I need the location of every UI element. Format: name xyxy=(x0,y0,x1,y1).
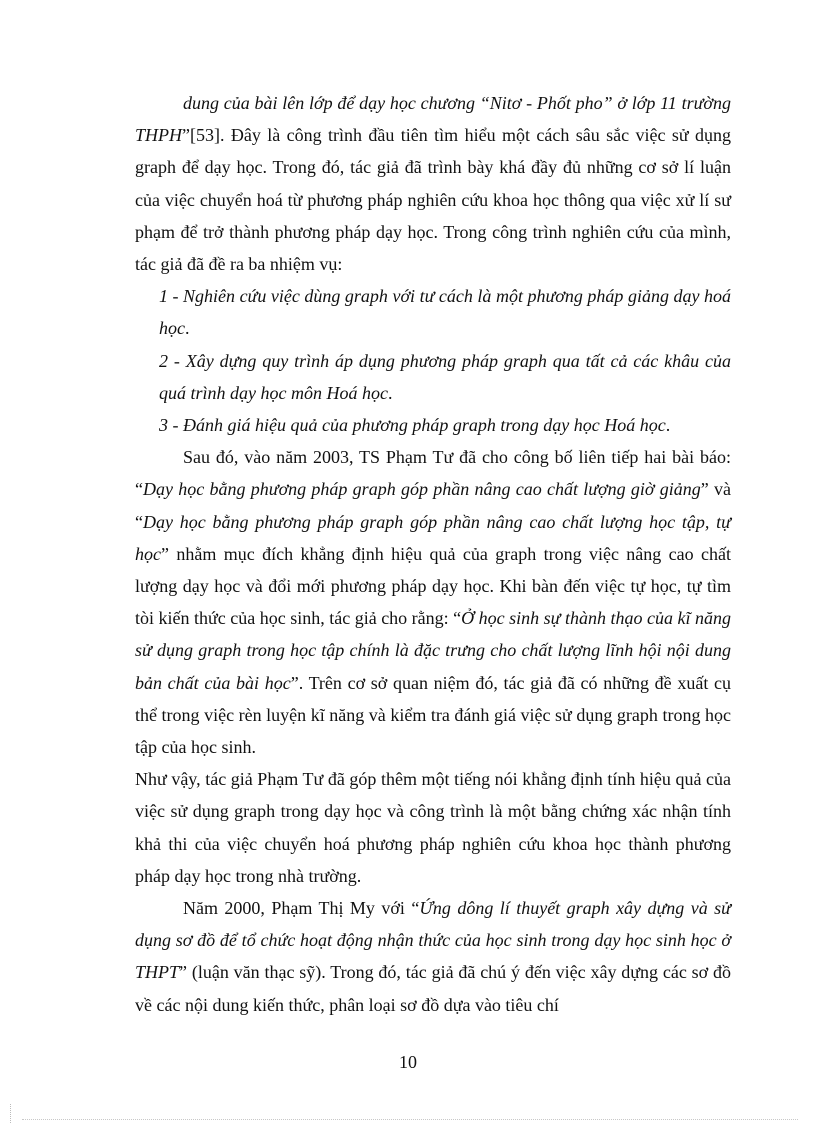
paragraph-span: Dạy học bằng phương pháp graph góp phần nâng cao chất lượng học tập, tự học xyxy=(135,511,731,564)
paragraph-span: Như vậy, tác giả Phạm Tư đã góp thêm một tiếng nói khẳng định tính hiệu quả của việc sử dụng graph trong dạy học và công trình là một bằng chứng xác nhận tính khả thi của việc chuyển hoá phương pháp nghiên cứu khoa học thành phương pháp dạy học trong nhà trường. xyxy=(135,769,731,886)
list-item xyxy=(135,345,731,409)
paragraph-span: Ở học sinh sự thành thạo của kĩ năng sử dụng graph trong học tập chính là đặc trưng cho chất lượng lĩnh hội nội dung bản chất của bài học xyxy=(135,608,731,693)
paragraph-span: ” và “ xyxy=(135,479,732,532)
paragraph-span: 3 - Đánh giá hiệu quả của phương pháp graph trong dạy học Hoá học xyxy=(159,415,666,436)
paragraph-span: 1 - Nghiên cứu việc dùng graph với tư cách là một phương pháp giảng dạy hoá học xyxy=(159,286,731,339)
paragraph-summary xyxy=(135,763,731,892)
paragraph-span: . xyxy=(185,318,190,339)
paragraph-span: ” nhằm mục đích khẳng định hiệu quả của graph trong việc nâng cao chất lượng dạy học và đổi mới phương pháp dạy học. Khi bàn đến việc tự học, tự tìm tòi kiến thức của học sinh, tác giả cho rằng: “ xyxy=(135,543,731,629)
paragraph-span: . xyxy=(665,415,671,436)
list-item xyxy=(135,280,731,344)
paragraph-span: ” (luận văn thạc sỹ). Trong đó, tác giả đã chú ý đến việc xây dựng các sơ đồ về các nội dung kiến thức, phân loại sơ đồ dựa vào tiêu chí xyxy=(135,962,731,1015)
paragraph-span: Năm 2000, Phạm Thị My với “ xyxy=(183,898,420,919)
paragraph-span: ”. Trên cơ sở quan niệm đó, tác giả đã có những đề xuất cụ thể trong việc rèn luyện kĩ năng và kiểm tra đánh giá việc sử dụng graph trong học tập của học sinh. xyxy=(135,672,731,758)
paragraph-span: 2 - Xây dựng quy trình áp dụng phương pháp graph qua tất cả các khâu của quá trình dạy học môn Hoá học xyxy=(159,350,731,403)
page-corner-mark xyxy=(0,1104,11,1123)
document-body xyxy=(135,87,731,1021)
paragraph-pham-thi-my xyxy=(135,892,731,1021)
paragraph-span: Sau đó, vào năm 2003, TS Phạm Tư đã cho công bố liên tiếp hai bài báo: “ xyxy=(135,447,731,500)
paragraph-pham-tu xyxy=(135,441,731,763)
paragraph-span: dung của bài lên lớp để dạy học chương “Nitơ - Phốt pho” ở lớp 11 trường THPH xyxy=(135,93,731,146)
page-number: 10 xyxy=(399,1052,417,1072)
paragraph-span: Dạy học bằng phương pháp graph góp phần nâng cao chất lượng giờ giảng xyxy=(143,479,701,500)
paragraph-span: ”[53]. Đây là công trình đầu tiên tìm hiểu một cách sâu sắc việc sử dụng graph để dạy học. Trong đó, tác giả đã trình bày khá đầy đủ những cơ sở lí luận của việc chuyển hoá từ phương pháp nghiên cứu khoa học thông qua việc xử lí sư phạm để trở thành phương pháp dạy học. Trong công trình nghiên cứu của mình, tác giả đã đề ra ba nhiệm vụ: xyxy=(135,125,731,275)
paragraph-span: . xyxy=(387,382,393,403)
paragraph-intro xyxy=(135,87,731,280)
list-item xyxy=(135,409,731,441)
paragraph-span: Ứng dông lí thuyết graph xây dựng và sử dụng sơ đồ để tổ chức hoạt động nhận thức của học sinh trong dạy học sinh học ở THPT xyxy=(135,898,731,983)
page-bottom-border xyxy=(22,1119,798,1120)
